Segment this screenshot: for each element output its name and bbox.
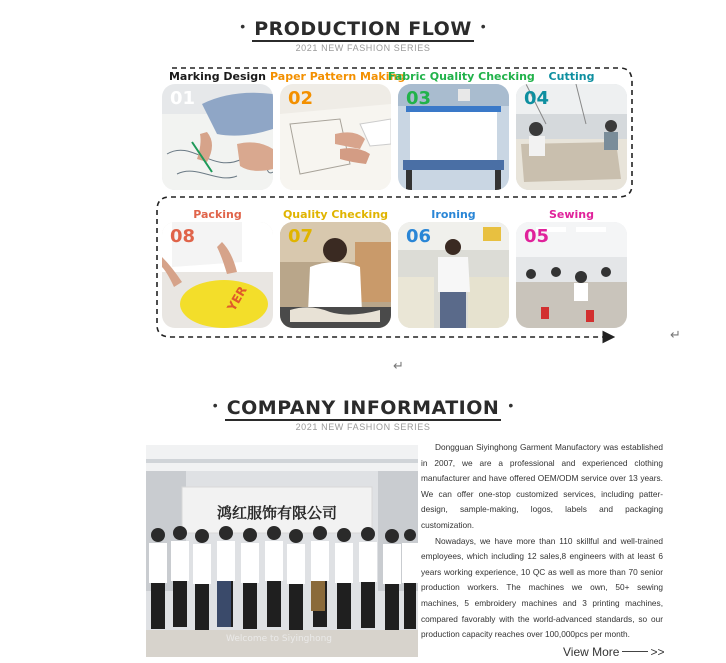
paper-pattern-photo xyxy=(280,84,391,190)
production-flow-subtitle: 2021 NEW FASHION SERIES xyxy=(295,43,431,53)
svg-text:YER: YER xyxy=(224,283,250,314)
sewing-photo xyxy=(516,222,627,328)
welcome-banner: Welcome to Siyinghong xyxy=(226,634,333,644)
step-number: 07 xyxy=(288,226,314,247)
marking-design-photo xyxy=(162,84,273,190)
return-mark: ↵ xyxy=(670,327,681,342)
step-number: 04 xyxy=(524,88,550,109)
step-number: 05 xyxy=(524,226,550,247)
return-mark: ↵ xyxy=(393,358,404,373)
company-team-photo xyxy=(146,445,418,657)
fabric-checking-photo xyxy=(398,84,509,190)
company-paragraph-2: Nowadays, we have more than 110 skillful and well-trained employees, which including 12 sales,8 engineers with at least 6 years working experience, 10 QC as well as more than 70 senior production workers. The machines we own, 50+ sewing machines, 5 embroidery machines and 3 printing machines, compared favorably with the world-advanced standards, so our production capacity reaches over 100,000pcs per month. xyxy=(421,535,663,640)
step-label: Cutting xyxy=(548,70,595,83)
step-number: 02 xyxy=(288,88,314,109)
step-ironing xyxy=(398,208,509,316)
step-label: Paper Pattern Making xyxy=(270,70,406,83)
heading-dot: • xyxy=(212,397,218,413)
company-info-subtitle: 2021 NEW FASHION SERIES xyxy=(295,422,431,432)
step-quality-checking xyxy=(280,208,391,316)
company-info-title: COMPANY INFORMATION xyxy=(226,397,500,419)
step-label: Marking Design xyxy=(168,70,267,83)
company-info-heading xyxy=(0,397,726,432)
packing-photo xyxy=(162,222,273,328)
step-number: 06 xyxy=(406,226,432,247)
view-more-line xyxy=(622,651,648,652)
step-number: 01 xyxy=(170,88,196,109)
heading-dot: • xyxy=(508,397,514,413)
company-sign: 鸿红服饰有限公司 xyxy=(216,504,338,522)
step-sewing xyxy=(516,208,627,316)
heading-dot: • xyxy=(480,18,486,34)
step-label: Sewing xyxy=(548,208,595,221)
step-marking-design xyxy=(162,70,273,178)
view-more-link[interactable] xyxy=(563,645,664,659)
step-number: 03 xyxy=(406,88,432,109)
step-packing xyxy=(162,208,273,316)
view-more-arrow: >> xyxy=(650,645,665,659)
production-flow-title: PRODUCTION FLOW xyxy=(254,18,472,40)
step-number: 08 xyxy=(170,226,196,247)
step-label: Quality Checking xyxy=(282,208,389,221)
quality-checking-photo xyxy=(280,222,391,328)
company-description xyxy=(421,440,663,643)
view-more-label: View More xyxy=(563,645,620,659)
step-paper-pattern-making xyxy=(270,70,406,178)
heading-dot: • xyxy=(240,18,246,34)
company-paragraph-1: Dongguan Siyinghong Garment Manufactory was established in 2007, we are a professional and experienced clothing manufacturer and have offered OEM/ODM service over 13 years. We can offer one-stop customized services, including patter-design, sample-making, logos, labels and packaging customization. xyxy=(421,442,663,530)
step-label: Ironing xyxy=(431,208,476,221)
ironing-photo xyxy=(398,222,509,328)
step-label: Packing xyxy=(193,208,242,221)
cutting-photo xyxy=(516,84,627,190)
step-fabric-quality-checking xyxy=(388,70,535,178)
step-cutting xyxy=(516,70,627,178)
step-label: Fabric Quality Checking xyxy=(388,70,535,83)
